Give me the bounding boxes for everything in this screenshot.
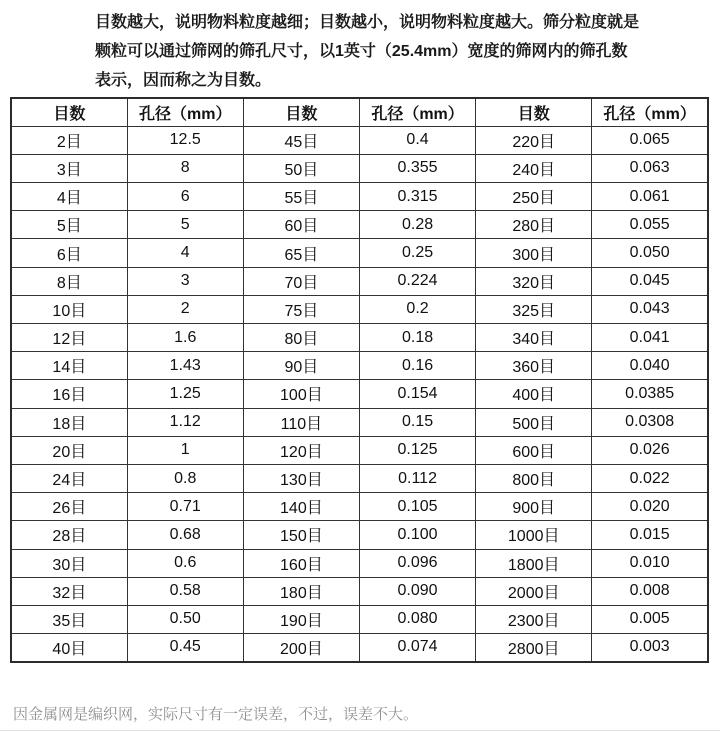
mesh-count-cell: 360目 <box>476 352 592 380</box>
aperture-cell: 0.096 <box>359 549 475 577</box>
aperture-cell: 0.061 <box>592 183 708 211</box>
mesh-count-cell: 220目 <box>476 126 592 154</box>
aperture-cell: 0.0308 <box>592 408 708 436</box>
mesh-count-cell: 65目 <box>243 239 359 267</box>
table-row <box>11 183 708 211</box>
aperture-cell: 1 <box>127 436 243 464</box>
mesh-count-cell: 28目 <box>11 521 127 549</box>
mesh-count-cell: 280目 <box>476 211 592 239</box>
intro-line: 表示，因而称之为目数。 <box>95 72 272 89</box>
mesh-count-cell: 900目 <box>476 493 592 521</box>
mesh-count-cell: 400目 <box>476 380 592 408</box>
mesh-count-cell: 2300目 <box>476 605 592 633</box>
header-mesh-count: 目数 <box>11 98 127 126</box>
aperture-cell: 0.065 <box>592 126 708 154</box>
table-row <box>11 634 708 662</box>
aperture-cell: 0.008 <box>592 577 708 605</box>
table-row <box>11 521 708 549</box>
mesh-count-cell: 30目 <box>11 549 127 577</box>
mesh-count-cell: 325目 <box>476 295 592 323</box>
aperture-cell: 2 <box>127 295 243 323</box>
aperture-cell: 0.043 <box>592 295 708 323</box>
aperture-cell: 0.315 <box>359 183 475 211</box>
mesh-count-cell: 250目 <box>476 183 592 211</box>
aperture-cell: 0.15 <box>359 408 475 436</box>
table-row <box>11 126 708 154</box>
mesh-count-cell: 75目 <box>243 295 359 323</box>
intro-line: 目数越大，说明物料粒度越细；目数越小，说明物料粒度越大。筛分粒度就是 <box>95 14 640 31</box>
aperture-cell: 0.224 <box>359 267 475 295</box>
aperture-cell: 0.6 <box>127 549 243 577</box>
mesh-count-cell: 300目 <box>476 239 592 267</box>
aperture-cell: 0.105 <box>359 493 475 521</box>
header-mesh-count: 目数 <box>243 98 359 126</box>
mesh-count-cell: 1800目 <box>476 549 592 577</box>
aperture-cell: 0.022 <box>592 464 708 492</box>
mesh-count-cell: 2目 <box>11 126 127 154</box>
aperture-cell: 0.28 <box>359 211 475 239</box>
mesh-count-cell: 190目 <box>243 605 359 633</box>
mesh-count-cell: 26目 <box>11 493 127 521</box>
aperture-cell: 4 <box>127 239 243 267</box>
aperture-cell: 0.040 <box>592 352 708 380</box>
table-row <box>11 436 708 464</box>
table-row <box>11 267 708 295</box>
mesh-count-cell: 20目 <box>11 436 127 464</box>
aperture-cell: 0.25 <box>359 239 475 267</box>
aperture-cell: 1.25 <box>127 380 243 408</box>
mesh-count-cell: 2800目 <box>476 634 592 662</box>
aperture-cell: 1.12 <box>127 408 243 436</box>
aperture-cell: 6 <box>127 183 243 211</box>
mesh-count-cell: 140目 <box>243 493 359 521</box>
aperture-cell: 0.58 <box>127 577 243 605</box>
mesh-count-cell: 500目 <box>476 408 592 436</box>
mesh-count-cell: 35目 <box>11 605 127 633</box>
mesh-count-cell: 8目 <box>11 267 127 295</box>
aperture-cell: 0.355 <box>359 154 475 182</box>
mesh-count-cell: 160目 <box>243 549 359 577</box>
aperture-cell: 8 <box>127 154 243 182</box>
aperture-cell: 0.100 <box>359 521 475 549</box>
aperture-cell: 0.026 <box>592 436 708 464</box>
header-row <box>11 98 708 126</box>
mesh-count-cell: 1000目 <box>476 521 592 549</box>
mesh-count-cell: 90目 <box>243 352 359 380</box>
header-aperture: 孔径（mm） <box>127 98 243 126</box>
mesh-table-head <box>11 98 708 126</box>
aperture-cell: 0.50 <box>127 605 243 633</box>
mesh-count-cell: 110目 <box>243 408 359 436</box>
mesh-count-cell: 5目 <box>11 211 127 239</box>
aperture-cell: 0.68 <box>127 521 243 549</box>
mesh-count-cell: 2000目 <box>476 577 592 605</box>
mesh-count-cell: 600目 <box>476 436 592 464</box>
aperture-cell: 0.080 <box>359 605 475 633</box>
aperture-cell: 12.5 <box>127 126 243 154</box>
aperture-cell: 0.112 <box>359 464 475 492</box>
aperture-cell: 0.4 <box>359 126 475 154</box>
bottom-divider <box>0 730 720 731</box>
mesh-count-cell: 130目 <box>243 464 359 492</box>
mesh-count-cell: 240目 <box>476 154 592 182</box>
aperture-cell: 0.005 <box>592 605 708 633</box>
aperture-cell: 0.2 <box>359 295 475 323</box>
table-row <box>11 295 708 323</box>
aperture-cell: 0.154 <box>359 380 475 408</box>
aperture-cell: 0.125 <box>359 436 475 464</box>
mesh-count-cell: 16目 <box>11 380 127 408</box>
mesh-count-cell: 70目 <box>243 267 359 295</box>
aperture-cell: 0.8 <box>127 464 243 492</box>
header-aperture: 孔径（mm） <box>592 98 708 126</box>
mesh-table-body <box>11 126 708 662</box>
mesh-count-cell: 55目 <box>243 183 359 211</box>
aperture-cell: 0.045 <box>592 267 708 295</box>
mesh-count-cell: 180目 <box>243 577 359 605</box>
table-row <box>11 324 708 352</box>
mesh-count-cell: 3目 <box>11 154 127 182</box>
aperture-cell: 5 <box>127 211 243 239</box>
mesh-count-cell: 320目 <box>476 267 592 295</box>
aperture-cell: 0.010 <box>592 549 708 577</box>
mesh-count-cell: 18目 <box>11 408 127 436</box>
table-row <box>11 352 708 380</box>
mesh-count-cell: 32目 <box>11 577 127 605</box>
aperture-cell: 0.003 <box>592 634 708 662</box>
intro-paragraph <box>95 8 695 95</box>
table-row <box>11 577 708 605</box>
mesh-count-cell: 800目 <box>476 464 592 492</box>
table-row <box>11 211 708 239</box>
header-aperture: 孔径（mm） <box>359 98 475 126</box>
table-row <box>11 464 708 492</box>
aperture-cell: 1.6 <box>127 324 243 352</box>
mesh-count-cell: 150目 <box>243 521 359 549</box>
aperture-cell: 0.71 <box>127 493 243 521</box>
mesh-count-cell: 10目 <box>11 295 127 323</box>
mesh-count-cell: 24目 <box>11 464 127 492</box>
table-row <box>11 605 708 633</box>
table-row <box>11 549 708 577</box>
table-row <box>11 380 708 408</box>
mesh-count-cell: 12目 <box>11 324 127 352</box>
table-row <box>11 154 708 182</box>
mesh-count-cell: 6目 <box>11 239 127 267</box>
table-row <box>11 408 708 436</box>
aperture-cell: 0.020 <box>592 493 708 521</box>
mesh-count-cell: 40目 <box>11 634 127 662</box>
mesh-count-cell: 80目 <box>243 324 359 352</box>
mesh-count-cell: 100目 <box>243 380 359 408</box>
aperture-cell: 0.45 <box>127 634 243 662</box>
intro-line: 颗粒可以通过筛网的筛孔尺寸，以1英寸（25.4mm）宽度的筛网内的筛孔数 <box>95 43 628 60</box>
mesh-count-cell: 200目 <box>243 634 359 662</box>
aperture-cell: 0.041 <box>592 324 708 352</box>
aperture-cell: 0.063 <box>592 154 708 182</box>
aperture-cell: 0.055 <box>592 211 708 239</box>
aperture-cell: 0.16 <box>359 352 475 380</box>
aperture-cell: 3 <box>127 267 243 295</box>
header-mesh-count: 目数 <box>476 98 592 126</box>
aperture-cell: 0.015 <box>592 521 708 549</box>
mesh-count-cell: 45目 <box>243 126 359 154</box>
mesh-count-cell: 340目 <box>476 324 592 352</box>
table-row <box>11 493 708 521</box>
mesh-count-cell: 50目 <box>243 154 359 182</box>
mesh-count-cell: 120目 <box>243 436 359 464</box>
aperture-cell: 0.090 <box>359 577 475 605</box>
mesh-count-cell: 4目 <box>11 183 127 211</box>
aperture-cell: 0.050 <box>592 239 708 267</box>
mesh-count-cell: 60目 <box>243 211 359 239</box>
aperture-cell: 1.43 <box>127 352 243 380</box>
aperture-cell: 0.074 <box>359 634 475 662</box>
aperture-cell: 0.18 <box>359 324 475 352</box>
mesh-count-cell: 14目 <box>11 352 127 380</box>
aperture-cell: 0.0385 <box>592 380 708 408</box>
mesh-size-table <box>10 97 709 663</box>
table-row <box>11 239 708 267</box>
footer-note: 因金属网是编织网，实际尺寸有一定误差，不过，误差不大。 <box>13 706 419 723</box>
